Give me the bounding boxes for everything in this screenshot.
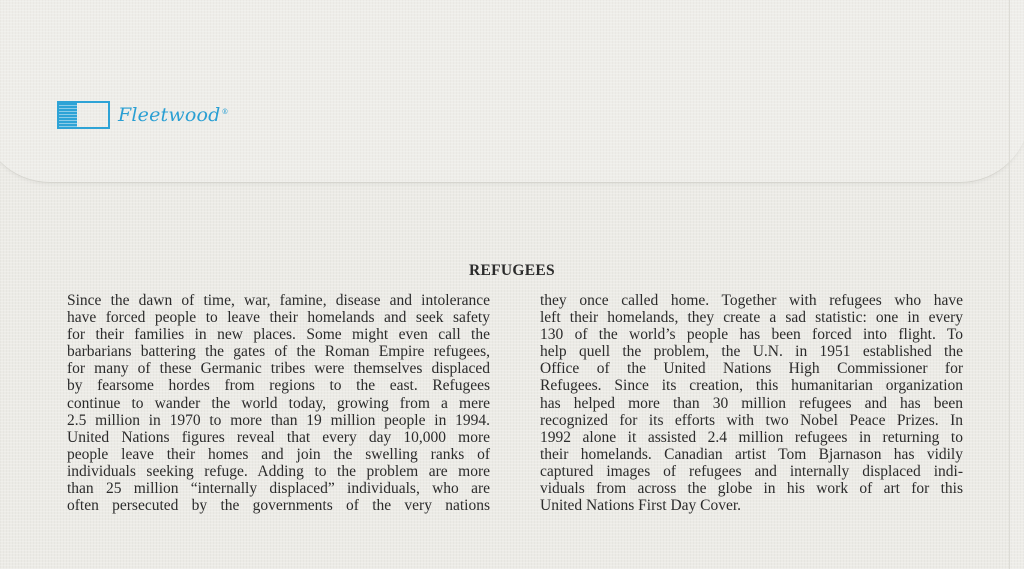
registered-mark: ®	[221, 107, 229, 116]
text-line: barbarians battering the gates of the Roman Empire refugees,	[67, 343, 490, 361]
text-line: recognized for its efforts with two Nobel Peace Prizes. In	[540, 411, 963, 429]
text-line: individuals seeking refuge. Adding to the problem are more	[67, 462, 490, 480]
text-line: 2.5 million in 1970 to more than 19 million people in 1994.	[67, 411, 490, 429]
text-line: help quell the problem, the U.N. in 1951 established the	[540, 343, 963, 361]
text-line: left their homelands, they create a sad statistic: one in every	[540, 309, 963, 327]
fleetwood-logo-mark	[57, 101, 110, 129]
logo-wordmark	[118, 104, 229, 126]
text-line: have forced people to leave their homelands and seek safety	[67, 309, 490, 327]
text-line: Office of the United Nations High Commissioner for	[540, 360, 963, 378]
logo-mark-fill	[59, 103, 77, 127]
text-line: 1992 alone it assisted 2.4 million refugees in returning to	[540, 428, 963, 446]
article-left-column	[67, 292, 490, 514]
text-line: than 25 million “internally displaced” individuals, who are	[67, 480, 490, 498]
text-line: their homelands. Canadian artist Tom Bjarnason has vidily	[540, 445, 963, 463]
text-line: captured images of refugees and internally displaced indi-	[540, 462, 963, 480]
text-line: has helped more than 30 million refugees and has been	[540, 394, 963, 412]
text-line: for their families in new places. Some might even call the	[67, 326, 490, 344]
text-line: continue to wander the world today, growing from a mere	[67, 394, 490, 412]
text-line: by fearsome hordes from regions to the east. Refugees	[67, 377, 490, 395]
text-line: United Nations First Day Cover.	[540, 497, 742, 515]
text-line: Refugees. Since its creation, this humanitarian organization	[540, 377, 963, 395]
text-line: 130 of the world’s people has been forced into flight. To	[540, 326, 963, 344]
text-line: Since the dawn of time, war, famine, disease and intolerance	[67, 292, 490, 309]
envelope-flap	[0, 0, 1024, 183]
text-line: viduals from across the globe in his work of art for this	[540, 480, 963, 498]
text-line: they once called home. Together with refugees who have	[540, 292, 963, 309]
article-title: REFUGEES	[469, 262, 555, 279]
envelope-side-seam	[1009, 0, 1024, 569]
text-line: often persecuted by the governments of the very nations	[67, 497, 490, 515]
logo-wordmark-text: Fleetwood	[118, 103, 221, 126]
text-line: for many of these Germanic tribes were themselves displaced	[67, 360, 490, 378]
text-line: United Nations figures reveal that every day 10,000 more	[67, 428, 490, 446]
fleetwood-logo	[57, 99, 229, 130]
article-right-column	[540, 292, 963, 514]
text-line: people leave their homes and join the swelling ranks of	[67, 445, 490, 463]
